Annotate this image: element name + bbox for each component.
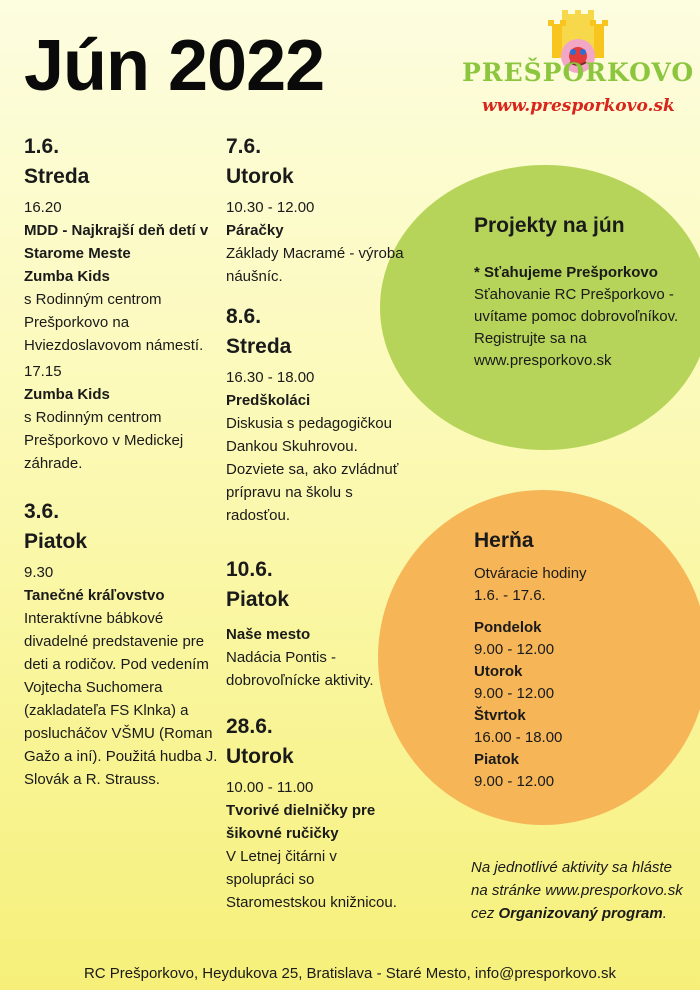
event-description: Základy Macramé - výroba náušníc. <box>226 245 404 285</box>
hours-label: Otváracie hodiny <box>474 565 587 582</box>
event-time: 9.30 <box>24 564 54 581</box>
event-day: Streda <box>24 165 90 188</box>
herna-day: Utorok <box>474 663 523 680</box>
event-date: 7.6. <box>226 135 262 158</box>
event-description: Nadácia Pontis - dobrovoľnícke aktivity. <box>226 649 374 689</box>
event-time: 17.15 <box>24 363 62 380</box>
column-1 <box>24 132 224 791</box>
event-date: 8.6. <box>226 305 262 328</box>
event-description: s Rodinným centrom Prešporkovo na Hviezdoslavovom námestí. <box>24 291 204 354</box>
event-day: Piatok <box>226 588 290 611</box>
herna-hours: 9.00 - 12.00 <box>474 685 555 702</box>
event-description: Diskusia s pedagogičkou Dankou Skuhrovou. Dozviete sa, ako zvládnuť prípravu na školu s radosťou. <box>226 415 399 524</box>
footer: RC Prešporkovo, Heydukova 25, Bratislava - Staré Mesto, info@presporkovo.sk <box>83 965 617 982</box>
event-title: MDD - Najkrajší deň detí v Starome Meste <box>24 222 209 262</box>
event-title: Zumba Kids <box>24 268 110 285</box>
herna-hours: 9.00 - 12.00 <box>474 773 555 790</box>
event-description: s Rodinným centrom Prešporkovo v Medickej záhrade. <box>24 409 184 472</box>
herna-heading: Herňa <box>474 529 534 552</box>
event-day: Utorok <box>226 745 294 768</box>
event-time: 16.30 - 18.00 <box>226 369 315 386</box>
hours-range: 1.6. - 17.6. <box>474 587 546 604</box>
event-time: 16.20 <box>24 199 62 216</box>
column-2 <box>226 132 406 914</box>
herna-hours: 16.00 - 18.00 <box>474 729 563 746</box>
event-day: Utorok <box>226 165 294 188</box>
herna-day: Piatok <box>474 751 520 768</box>
registration-note <box>471 856 686 925</box>
event-description: Interaktívne bábkové divadelné predstavenie pre deti a rodičov. Pod vedením Vojtecha Suchomera (zakladateľa FS Klnka) a poslucháčov VŠMU (Roman Gažo a iní). Použitá hudba J. Slovák a R. Strauss. <box>24 610 218 788</box>
event-date: 28.6. <box>226 715 273 738</box>
event-day: Streda <box>226 335 292 358</box>
event-time: 10.00 - 11.00 <box>226 779 314 796</box>
event-date: 1.6. <box>24 135 60 158</box>
herna-section <box>474 527 674 793</box>
event-title: Tvorivé dielničky pre šikovné ručičky <box>226 802 376 842</box>
herna-day: Pondelok <box>474 619 542 636</box>
herna-hours: 9.00 - 12.00 <box>474 641 555 658</box>
event-date: 3.6. <box>24 500 60 523</box>
event-day: Piatok <box>24 530 88 553</box>
event-title: Predškoláci <box>226 392 311 409</box>
event-description: V Letnej čitárni v spolupráci so Staromestskou knižnicou. <box>226 848 397 911</box>
note-text: Na jednotlivé aktivity sa hláste na stránke www.presporkovo.sk cez <box>471 859 683 922</box>
event-title: Páračky <box>226 222 284 239</box>
logo <box>458 8 695 118</box>
project-title: * Sťahujeme Prešporkovo <box>474 264 658 281</box>
event-time: 10.30 - 12.00 <box>226 199 315 216</box>
projects-heading: Projekty na jún <box>474 214 625 237</box>
event-title: Tanečné kráľovstvo <box>24 587 165 604</box>
event-title: Zumba Kids <box>24 386 110 403</box>
event-title: Naše mesto <box>226 626 311 643</box>
logo-url: www.presporkovo.sk <box>482 96 675 116</box>
note-link[interactable]: Organizovaný program <box>498 905 663 922</box>
project-description: Sťahovanie RC Prešporkovo - uvítame pomoc dobrovoľníkov. Registrujte sa na www.presporkovo.sk <box>474 286 679 369</box>
page-title: Jún 2022 <box>24 26 325 106</box>
logo-wordmark: PREŠPORKOVO <box>462 58 695 87</box>
projects-section <box>474 212 684 372</box>
herna-day: Štvrtok <box>474 707 526 724</box>
event-date: 10.6. <box>226 558 273 581</box>
note-end: . <box>662 905 667 922</box>
